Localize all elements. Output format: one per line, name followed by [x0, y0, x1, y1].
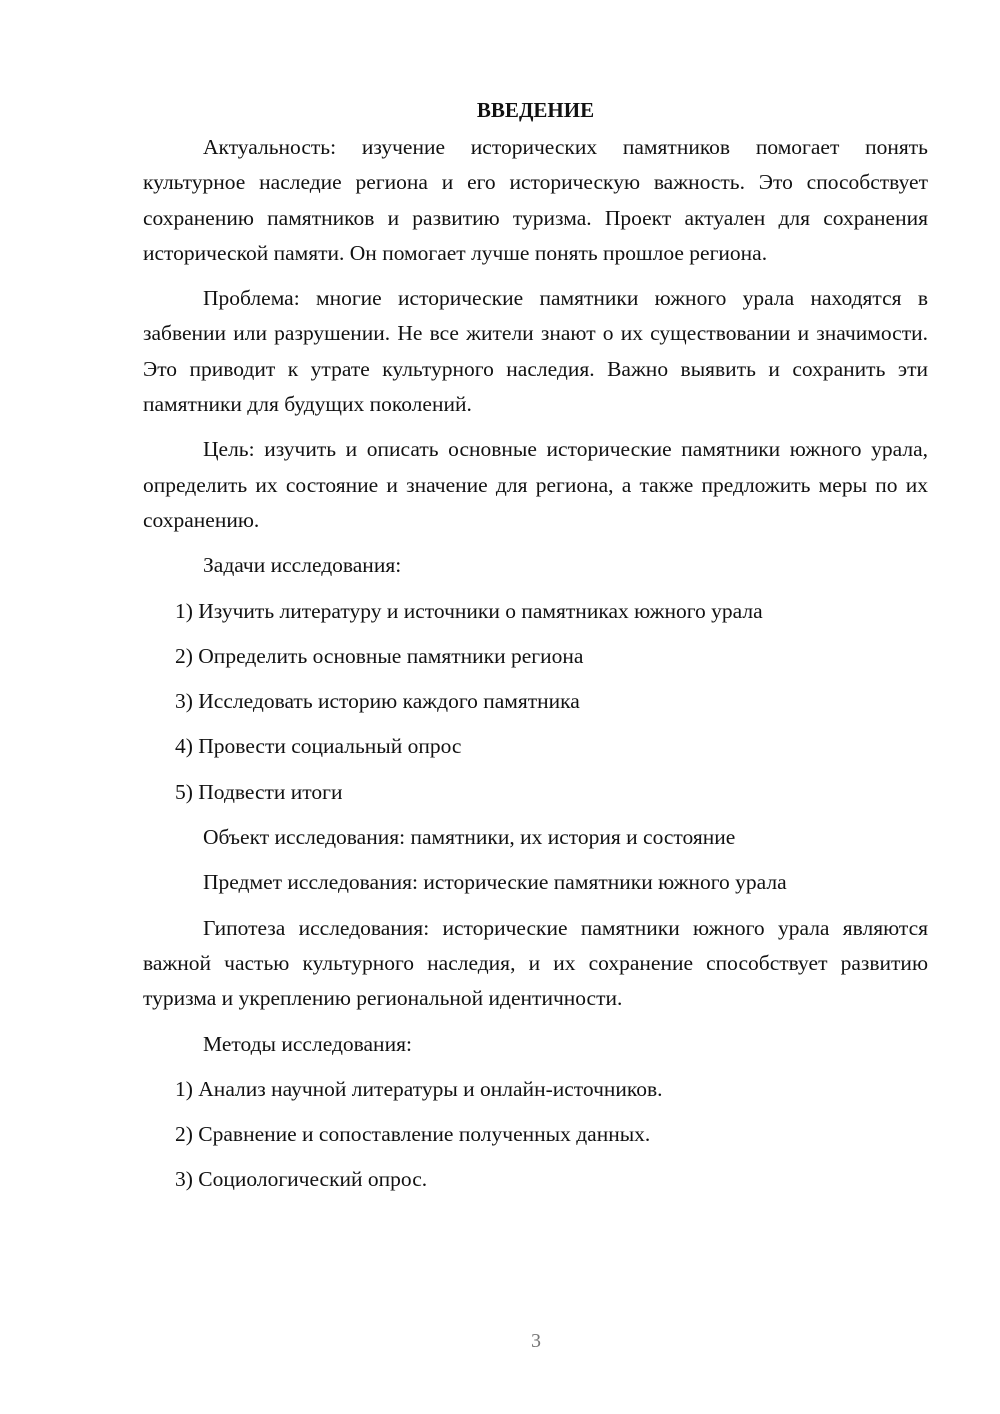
paragraph-goal: Цель: изучить и описать основные исторические памятники южного урала, определить их состояние и значение для региона, а также предложить меры по их сохранению.: [143, 437, 928, 532]
paragraph-problem: Проблема: многие исторические памятники южного урала находятся в забвении или разрушении. Не все жители знают о их существовании и значимости. Это приводит к утрате культурного наследия. Важно выявить и сохранить эти памятники для будущих поколений.: [143, 286, 928, 417]
list-item: 1) Анализ научной литературы и онлайн-источников.: [175, 1076, 663, 1101]
paragraph-object: Объект исследования: памятники, их история и состояние: [203, 825, 736, 850]
list-item: 2) Сравнение и сопоставление полученных данных.: [175, 1122, 651, 1147]
page-number: 3: [531, 1330, 541, 1352]
list-item: 4) Провести социальный опрос: [175, 734, 462, 759]
list-item: 3) Исследовать историю каждого памятника: [175, 689, 580, 714]
paragraph-subject: Предмет исследования: исторические памятники южного урала: [203, 870, 787, 895]
paragraph-relevance: Актуальность: изучение исторических памятников помогает понять культурное наследие региона и его историческую важность. Это способствует сохранению памятников и развитию туризма. Проект актуален для сохранения исторической памяти. Он помогает лучше понять прошлое региона.: [143, 135, 928, 265]
section-heading: ВВЕДЕНИЕ: [476, 98, 595, 122]
list-item: 5) Подвести итоги: [175, 779, 343, 804]
methods-label: Методы исследования:: [203, 1031, 412, 1056]
tasks-list: [143, 594, 928, 810]
tasks-label: Задачи исследования:: [203, 553, 402, 578]
list-item: 1) Изучить литературу и источники о памятниках южного урала: [175, 598, 763, 623]
methods-list: [143, 1072, 928, 1198]
list-item: 2) Определить основные памятники региона: [175, 643, 584, 668]
list-item: 3) Социологический опрос.: [175, 1167, 428, 1192]
paragraph-hypothesis: Гипотеза исследования: исторические памятники южного урала являются важной частью культурного наследия, и их сохранение способствует развитию туризма и укреплению региональной идентичности.: [143, 915, 928, 1011]
document-page: [143, 90, 928, 1208]
